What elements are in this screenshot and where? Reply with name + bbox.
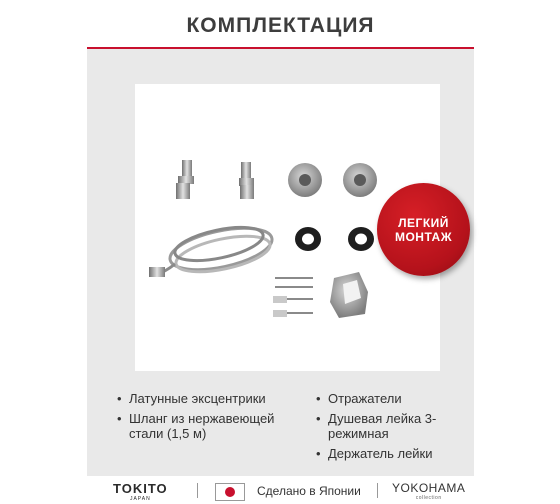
eccentric-right-icon	[239, 162, 254, 199]
collection-logo	[392, 481, 465, 501]
hose-connector-icon	[149, 267, 165, 277]
screws-icon	[275, 278, 313, 287]
badge-line-2: МОНТАЖ	[394, 230, 453, 244]
footer-divider	[377, 483, 378, 498]
features-left	[117, 391, 312, 446]
reflector-right-icon	[343, 163, 377, 197]
shower-hose-icon	[157, 221, 276, 279]
collection-subtitle: collection	[415, 495, 442, 501]
footer-divider	[197, 483, 198, 498]
gasket-left-icon	[295, 227, 321, 251]
japan-flag-icon	[215, 483, 245, 501]
brand-subtitle: JAPAN	[129, 496, 151, 502]
brand-name: TOKITO	[113, 481, 168, 496]
title-band	[87, 0, 474, 47]
gasket-right-icon	[348, 227, 374, 251]
shower-holder-icon	[330, 272, 368, 318]
feature-item: • Держатель лейки	[316, 446, 466, 461]
badge-line-1: ЛЕГКИЙ	[398, 216, 449, 230]
eccentric-left-icon	[176, 160, 194, 199]
dowels-icon	[273, 296, 313, 317]
brand-logo	[113, 481, 168, 502]
reflector-left-icon	[288, 163, 322, 197]
feature-item: • Шланг из нержавеющей стали (1,5 м)	[117, 411, 312, 441]
feature-item: • Латунные эксцентрики	[117, 391, 312, 406]
feature-item: • Отражатели	[316, 391, 466, 406]
footer-bar	[87, 476, 474, 504]
easy-install-badge	[377, 183, 470, 276]
page-title: КОМПЛЕКТАЦИЯ	[186, 14, 375, 37]
collection-name: YOKOHAMA	[392, 481, 466, 495]
title-divider	[87, 47, 474, 49]
feature-item: • Душевая лейка 3-режимная	[316, 411, 466, 441]
features-right	[316, 391, 466, 466]
made-in-label: Сделано в Японии	[257, 484, 361, 498]
